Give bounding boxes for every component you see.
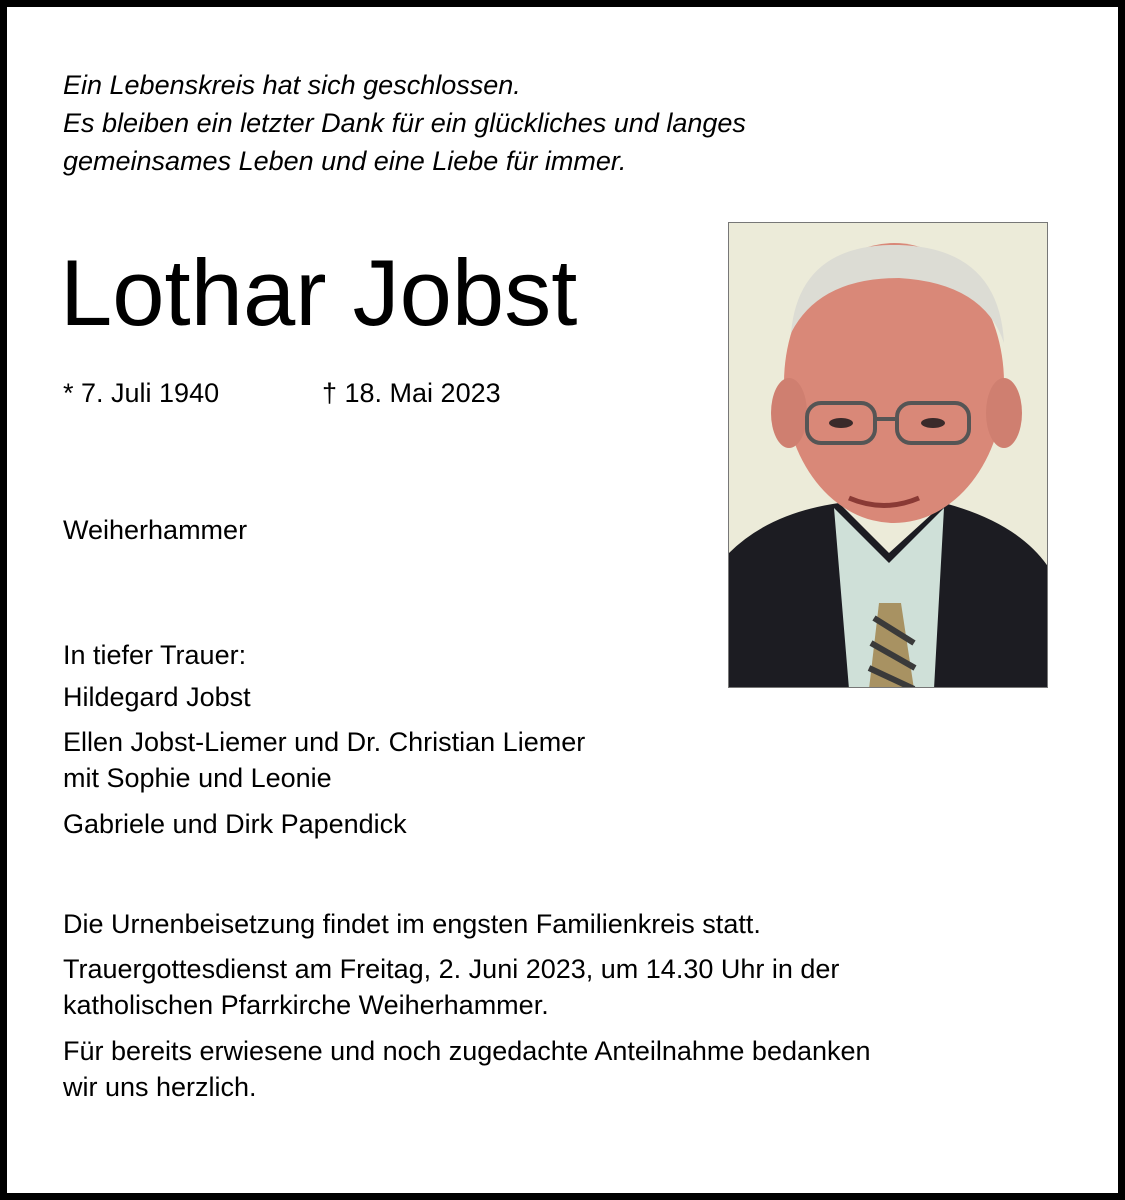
mourner: Hildegard Jobst xyxy=(63,682,251,712)
notice: Trauergottesdienst am Freitag, 2. Juni 2023, um 14.30 Uhr in der xyxy=(63,954,840,984)
quote-line: Es bleiben ein letzter Dank für ein glückliches und langes xyxy=(63,108,746,138)
place: Weiherhammer xyxy=(63,515,248,545)
mourner: Gabriele und Dirk Papendick xyxy=(63,809,407,839)
quote-line: gemeinsames Leben und eine Liebe für immer. xyxy=(63,146,627,176)
notice: Für bereits erwiesene und noch zugedachte Anteilnahme bedanken xyxy=(63,1036,871,1066)
quote-line: Ein Lebenskreis hat sich geschlossen. xyxy=(63,70,521,100)
mourners-heading: In tiefer Trauer: xyxy=(63,640,247,670)
mourner: mit Sophie und Leonie xyxy=(63,763,332,793)
death-date: † 18. Mai 2023 xyxy=(322,378,501,408)
portrait-photo xyxy=(728,222,1048,688)
mourner: Ellen Jobst-Liemer und Dr. Christian Liemer xyxy=(63,727,586,757)
notice: katholischen Pfarrkirche Weiherhammer. xyxy=(63,990,549,1020)
birth-date: * 7. Juli 1940 xyxy=(63,378,220,408)
deceased-name: Lothar Jobst xyxy=(60,240,578,345)
notice: wir uns herzlich. xyxy=(63,1072,257,1102)
notice: Die Urnenbeisetzung findet im engsten Familienkreis statt. xyxy=(63,909,761,939)
